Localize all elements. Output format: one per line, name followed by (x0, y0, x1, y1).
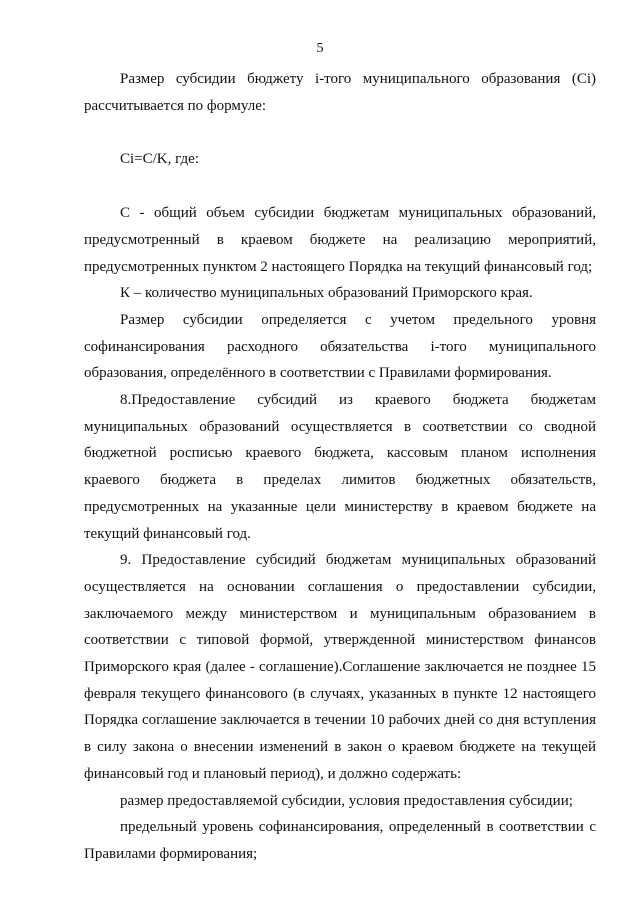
paragraph-item-8: 8.Предоставление субсидий из краевого бюджета бюджетам муниципальных образований осуществляется в соответствии со сводной бюджетной росписью краевого бюджета, кассовым планом исполнения краевого бюджета в пределах лимитов бюджетных обязательств, предусмотренных на указанные цели министерству в краевом бюджете на текущий финансовый год. (84, 392, 596, 542)
paragraph-subsidy-formula-intro: Размер субсидии бюджету i-того муниципального образования (Ci) рассчитывается по формуле: (84, 71, 596, 114)
document-body (84, 66, 596, 868)
paragraph-cofinancing-level: Размер субсидии определяется с учетом предельного уровня софинансирования расходного обязательства i-того муниципального образования, определённого в соответствии с Правилами формирования. (84, 311, 596, 382)
paragraph-definition-k: К – количество муниципальных образований Приморского края. (120, 285, 533, 302)
paragraph-definition-c: С - общий объем субсидии бюджетам муниципальных образований, предусмотренный в краевом бюджете на реализацию мероприятий, предусмотренных пунктом 2 настоящего Порядка на текущий финансовый год; (84, 205, 596, 275)
paragraph-item-9: 9. Предоставление субсидий бюджетам муниципальных образований осуществляется на основании соглашения о предоставлении субсидии, заключаемого между министерством и муниципальным образованием в соответствии с типовой формой, утвержденной министерством финансов Приморского края (далее - соглашение).Соглашение заключается не позднее 15 февраля текущего финансового (в случаях, указанных в пункте 12 настоящего Порядка соглашение заключается в течении 10 рабочих дней со дня вступления в силу закона о внесении изменений в закон о краевом бюджете на текущей финансовый год и плановый период), и должно содержать: (84, 552, 596, 782)
paragraph-formula: Ci=C/K, где: (120, 151, 199, 168)
page-number: 5 (316, 41, 324, 56)
paragraph-list-item-subsidy-size: размер предоставляемой субсидии, условия предоставления субсидии; (120, 792, 573, 809)
paragraph-list-item-cofinancing: предельный уровень софинансирования, определенный в соответствии с Правилами формирования; (84, 819, 596, 862)
